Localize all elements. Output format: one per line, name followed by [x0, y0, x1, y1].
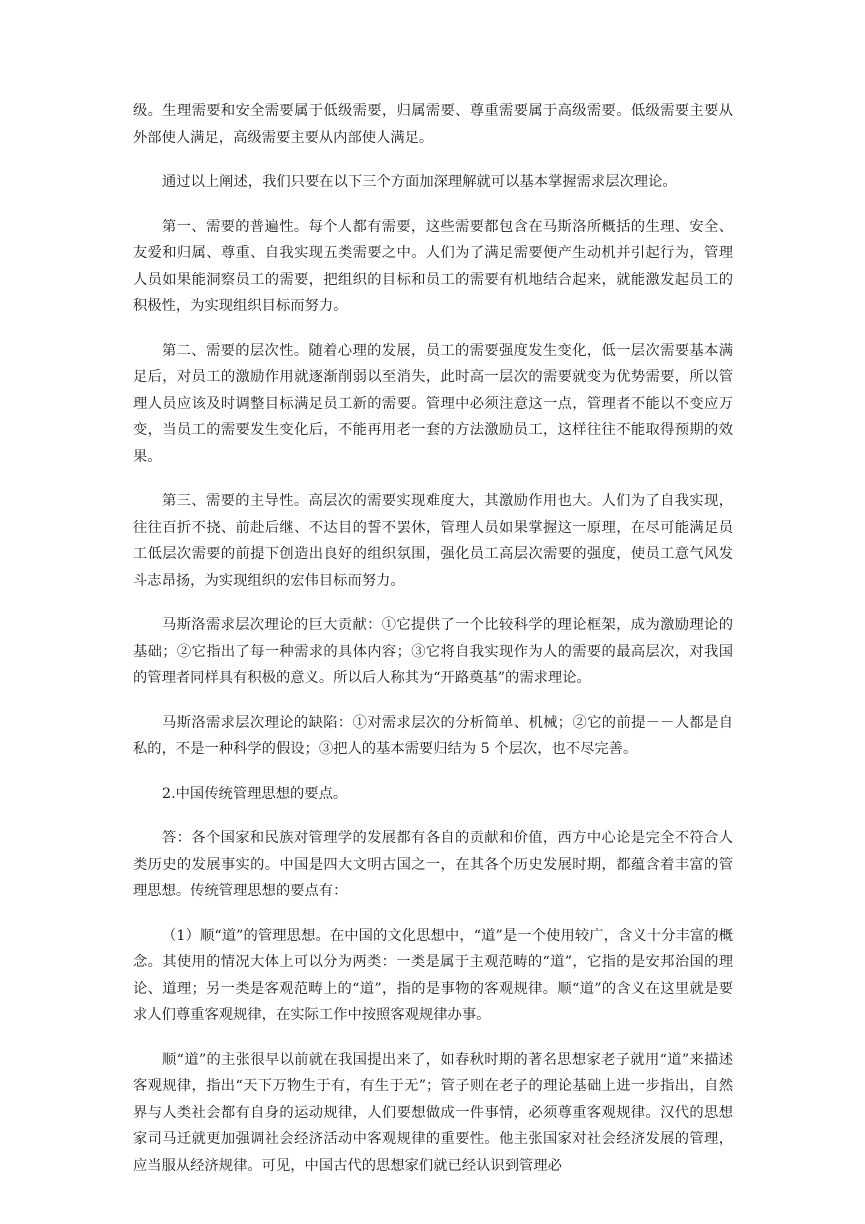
paragraph-5: 第三、需要的主导性。高层次的需要实现难度大，其激励作用也大。人们为了自我实现，往往百折不挠、前赴后继、不达目的誓不罢休，管理人员如果掌握这一原理，在尽可能满足员工低层次需要的前提下创造出良好的组织氛围，强化员工高层次需要的强度，使员工意气风发斗志昂扬，为实现组织的宏伟目标而努力。 — [133, 493, 733, 589]
paragraph-11: 顺“道”的主张很早以前就在我国提出来了，如春秋时期的著名思想家老子就用“道”来描述客观规律，指出“天下万物生于有，有生于无”；管子则在老子的理论基础上进一步指出，自然界与人类社会都有自身的运动规律，人们要想做成一件事情，必须尊重客观规律。汉代的思想家司马迁就更加强调社会经济活动中客观规律的重要性。他主张国家对社会经济发展的管理，应当服从经济规律。可见，中国古代的思想家们就已经认识到管理必 — [133, 1051, 733, 1174]
paragraph-3: 第一、需要的普遍性。每个人都有需要，这些需要都包含在马斯洛所概括的生理、安全、友爱和归属、尊重、自我实现五类需要之中。人们为了满足需要便产生动机并引起行为，管理人员如果能洞察员工的需要，把组织的目标和员工的需要有机地结合起来，就能激发起员工的积极性，为实现组织目标而努力。 — [133, 218, 733, 314]
paragraph-7: 马斯洛需求层次理论的缺陷：①对需求层次的分析简单、机械；②它的前提－－人都是自私的，不是一种科学的假设；③把人的基本需要归结为 5 个层次，也不尽完善。 — [133, 714, 733, 757]
document-page — [133, 98, 733, 1197]
paragraph-2: 通过以上阐述，我们只要在以下三个方面加深理解就可以基本掌握需求层次理论。 — [162, 174, 677, 190]
paragraph-1: 级。生理需要和安全需要属于低级需要，归属需要、尊重需要属于高级需要。低级需要主要从外部使人满足，高级需要主要从内部使人满足。 — [133, 103, 733, 146]
paragraph-10: （1）顺“道”的管理思想。在中国的文化思想中，“道”是一个使用较广，含义十分丰富的概念。其使用的情况大体上可以分为两类：一类是属于主观范畴的“道”，它指的是安邦治国的理论、道理；另一类是客观范畴上的“道”，指的是事物的客观规律。顺“道”的含义在这里就是要求人们尊重客观规律，在实际工作中按照客观规律办事。 — [133, 927, 733, 1023]
paragraph-9: 答：各个国家和民族对管理学的发展都有各自的贡献和价值，西方中心论是完全不符合人类历史的发展事实的。中国是四大文明古国之一，在其各个历史发展时期，都蕴含着丰富的管理思想。传统管理思想的要点有： — [133, 830, 733, 899]
paragraph-6: 马斯洛需求层次理论的巨大贡献：①它提供了一个比较科学的理论框架，成为激励理论的基础；②它指出了每一种需求的具体内容；③它将自我实现作为人的需要的最高层次，对我国的管理者同样具有积极的意义。所以后人称其为“开路奠基”的需求理论。 — [133, 617, 733, 686]
section-heading: 2.中国传统管理思想的要点。 — [162, 785, 348, 802]
paragraph-4: 第二、需要的层次性。随着心理的发展，员工的需要强度发生变化，低一层次需要基本满足后，对员工的激励作用就逐渐削弱以至消失，此时高一层次的需要就变为优势需要，所以管理人员应该及时调整目标满足员工新的需要。管理中必须注意这一点，管理者不能以不变应万变，当员工的需要发生变化后，不能再用老一套的方法激励员工，这样往往不能取得预期的效果。 — [133, 342, 733, 465]
